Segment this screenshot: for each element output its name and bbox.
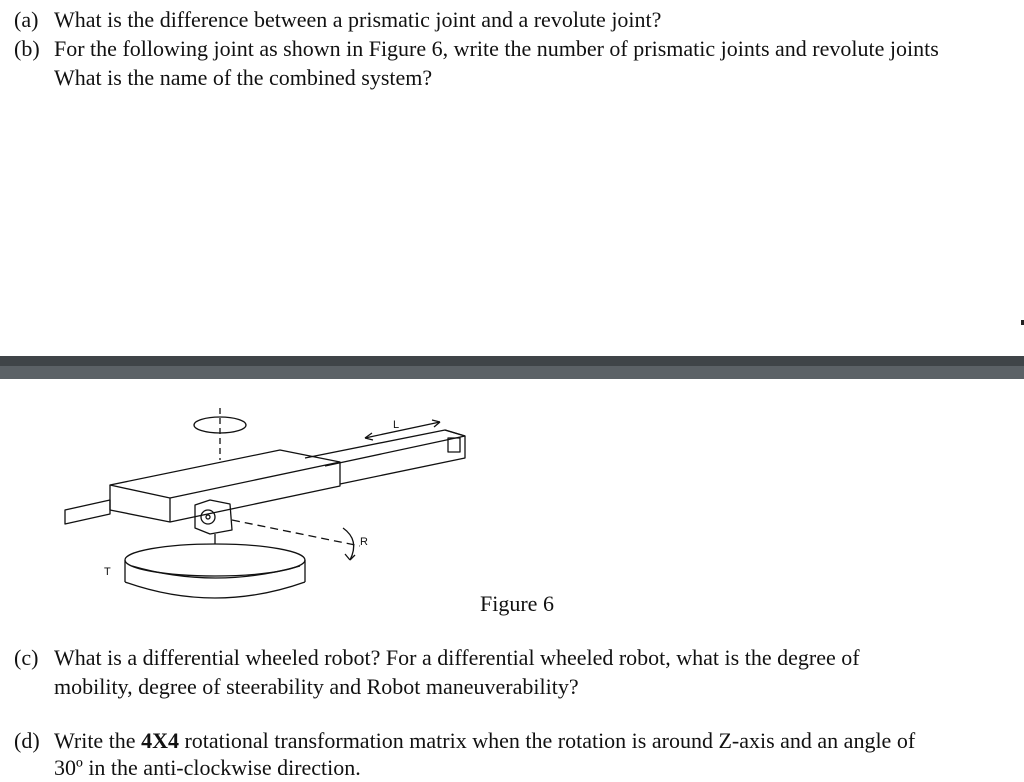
- divider-bar: [0, 356, 1024, 379]
- question-c-text-line1: What is a differential wheeled robot? For a differential wheeled robot, what is the degree of: [54, 645, 860, 670]
- question-b-label: (b): [14, 36, 40, 61]
- question-b-line2: [54, 64, 432, 92]
- figure-caption: Figure 6: [480, 591, 554, 616]
- prismatic-beam-left: [65, 500, 110, 524]
- question-d-text-post: rotational transformation matrix when the rotation is around Z-axis and an angle of: [178, 728, 916, 753]
- question-a-text: What is the difference between a prismatic joint and a revolute joint?: [54, 7, 662, 32]
- question-a: [14, 6, 661, 34]
- question-d-text-line2: 30º in the anti-clockwise direction.: [54, 755, 361, 780]
- question-c-text-line2: mobility, degree of steerability and Robot maneuverability?: [54, 674, 579, 699]
- question-b-text-line2: What is the name of the combined system?: [54, 65, 433, 90]
- question-d-text-pre: Write the: [54, 728, 142, 753]
- question-d: [14, 727, 915, 755]
- figure-6-diagram: [60, 400, 480, 610]
- question-c: [14, 644, 860, 672]
- question-d-label: (d): [14, 728, 40, 753]
- question-a-label: (a): [14, 7, 39, 32]
- question-c-line2: [54, 673, 579, 701]
- label-T: T: [104, 566, 111, 578]
- arm-body: [110, 450, 340, 498]
- prismatic-beam-right: [305, 430, 465, 466]
- label-L: L: [393, 419, 400, 431]
- question-d-line2: [54, 754, 361, 782]
- question-b: [14, 35, 939, 63]
- question-d-bold-term: 4X4: [141, 728, 179, 753]
- question-c-label: (c): [14, 645, 39, 670]
- label-R: R: [360, 536, 368, 548]
- question-b-text-line1: For the following joint as shown in Figure 6, write the number of prismatic joints and revolute joints: [54, 36, 939, 61]
